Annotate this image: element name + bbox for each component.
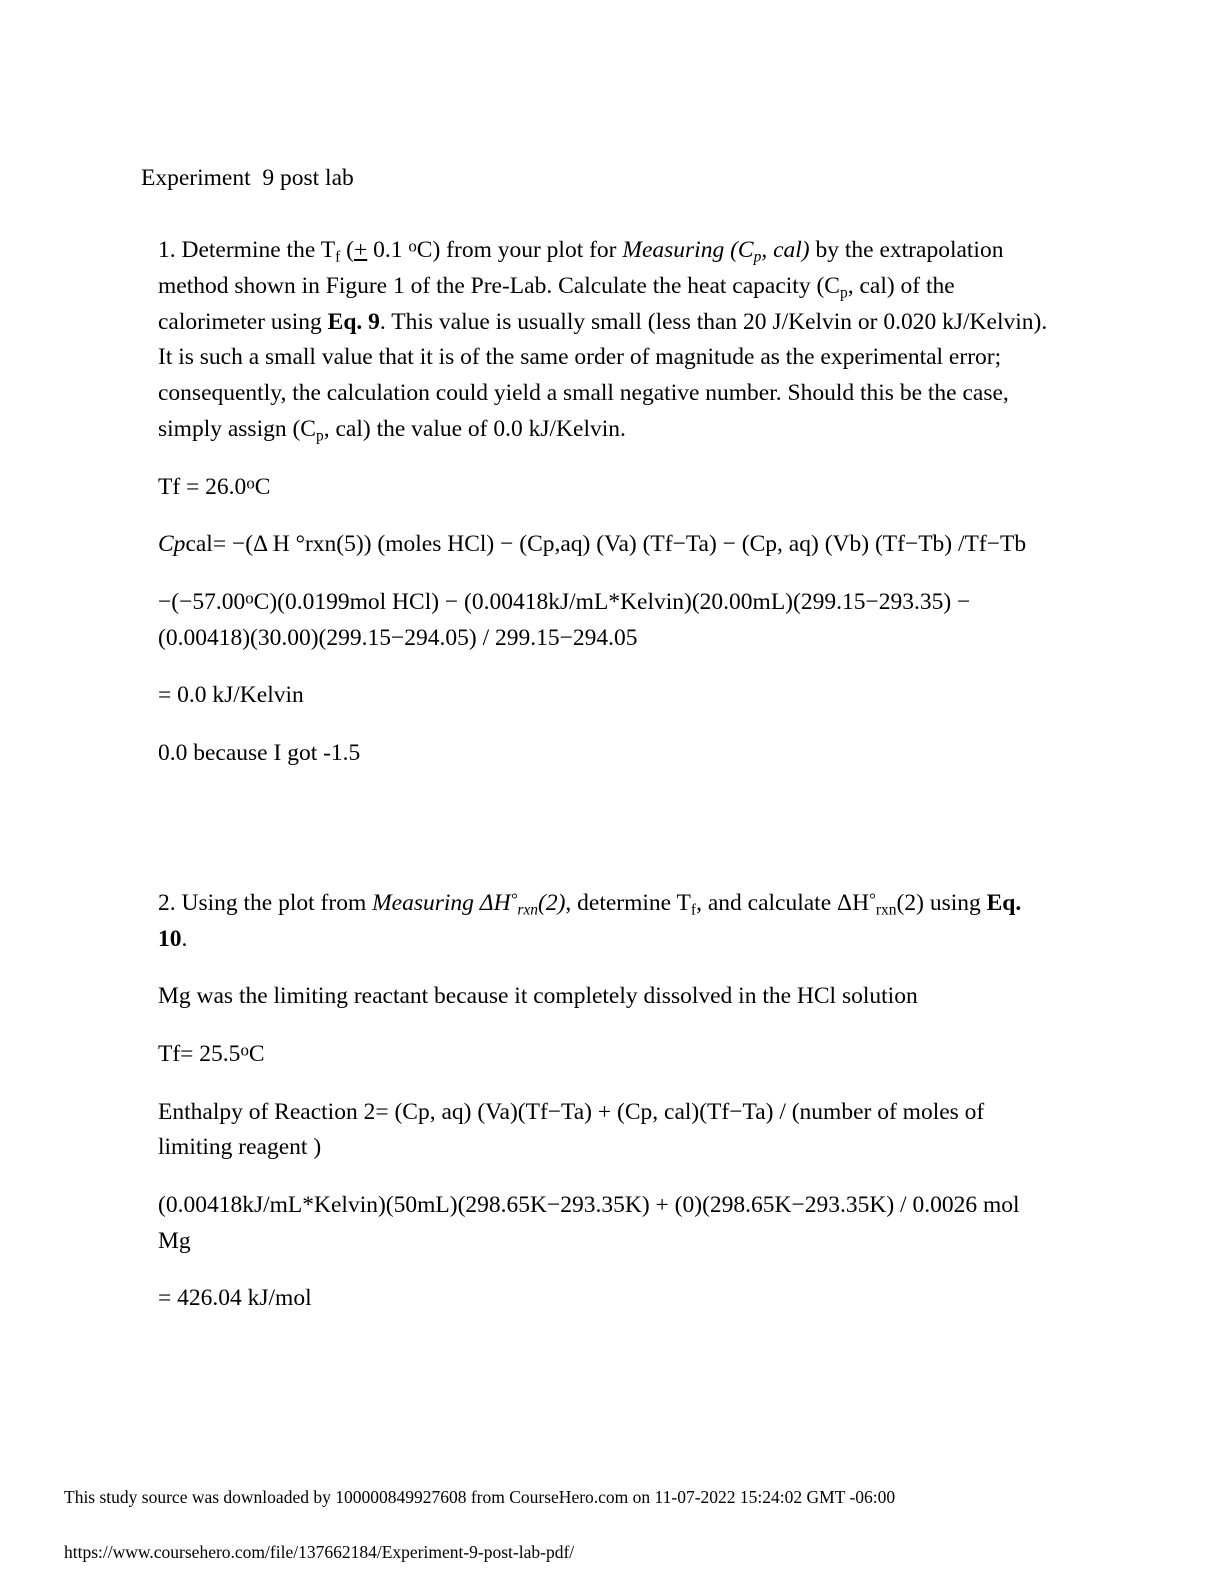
q2-upright-degree-symbol: ° xyxy=(869,889,876,909)
section-spacer xyxy=(158,794,1053,886)
q1-bold-eq9: Eq. 9 xyxy=(327,308,380,335)
q1-italic-phrase-1: Measuring (C xyxy=(622,237,754,264)
q1-text-mid: , cal) of the calorimeter using xyxy=(158,273,955,335)
answer2-tf-degree-symbol: o xyxy=(240,1040,249,1060)
answer1-substitution-rest: C)(0.0199mol HCl) − (0.00418kJ/mL*Kelvin)(20.00mL)(299.15−293.35) − (0.00418)(30.00)(299.15−294.05) / 299.15−294.05 xyxy=(158,589,971,651)
q2-upright-rxn-subscript: rxn xyxy=(875,901,897,919)
q1-tolerance: 0.1 xyxy=(367,237,409,264)
q1-italic-cp-subscript: p xyxy=(753,249,762,267)
answer2-tf-unit: C xyxy=(248,1040,265,1067)
q2-italic-measuring xyxy=(372,889,566,919)
q1-open-paren: ( xyxy=(340,237,354,264)
answer1-substitution-lead: −(−57.00 xyxy=(158,589,246,615)
q2-text-before: Using the plot from xyxy=(175,889,373,916)
answer1-cp-italic: Cp xyxy=(158,531,186,558)
q2-italic-rxn-subscript: rxn xyxy=(517,901,538,919)
q1-celsius: C) from your plot for xyxy=(416,237,623,264)
q2-italic-dh: Measuring ΔH xyxy=(372,889,511,916)
q2-italic-degree-symbol: ° xyxy=(510,889,518,909)
q1-tf-subscript: f xyxy=(335,249,341,267)
answer1-cpcal-formula xyxy=(158,527,1053,563)
answer1-note-line: 0.0 because I got -1.5 xyxy=(158,740,361,767)
answer2-tf-value: Tf= 25.5 xyxy=(158,1040,241,1067)
answer1-tf-line xyxy=(158,470,1053,506)
q2-upright-paren: (2) using xyxy=(896,889,987,916)
q2-italic-paren: (2) xyxy=(538,889,566,916)
q1-italic-phrase-2: , cal) xyxy=(761,237,810,264)
q1-text-tail-2: , cal) the value of 0.0 kJ/Kelvin. xyxy=(323,415,626,442)
q1-cp-subscript: p xyxy=(839,284,848,302)
answer2-substitution-line: (0.00418kJ/mL*Kelvin)(50mL)(298.65K−293.35K) + (0)(298.65K−293.35K) / 0.0026 mol Mg xyxy=(158,1192,1020,1254)
page-title: Experiment 9 post lab xyxy=(141,165,354,191)
q1-degree-symbol: o xyxy=(408,236,417,256)
q1-text-tail-1: . This value is usually small (less than 20 J/Kelvin or 0.020 kJ/Kelvin). It is such a small value that it is of the same order of magnitude as the experimental error; consequently, the calculation could yield a small negative number. Should this be the case, simply assign (C xyxy=(158,308,1048,442)
answer1-cp-formula-rest: cal= −(Δ H xyxy=(185,531,296,558)
q1-text-after-italic: by the extrapolation method shown in Figure 1 of the Pre-Lab. Calculate the heat capacity (C xyxy=(158,237,1004,300)
q1-text-lead: Determine the T xyxy=(175,237,336,264)
answer2-enthalpy-formula: Enthalpy of Reaction 2= (Cp, aq) (Va)(Tf−Ta) + (Cp, cal)(Tf−Ta) / (number of moles of limiting reagent ) xyxy=(158,1098,985,1161)
answer1-substitution-line xyxy=(158,585,1053,656)
answer1-cp-formula-tail: rxn(5)) (moles HCl) − (Cp,aq) (Va) (Tf−Ta) − (Cp, aq) (Vb) (Tf−Tb) /Tf−Tb xyxy=(304,531,1027,558)
q2-bold-eq10: Eq. 10 xyxy=(158,889,1022,952)
answer1-substitution-degree-symbol: o xyxy=(245,588,254,608)
question-1-paragraph xyxy=(158,233,1053,447)
q2-text-mid-1: , determine T xyxy=(565,889,691,916)
answer1-result-line: = 0.0 kJ/Kelvin xyxy=(158,682,304,709)
document-body xyxy=(141,164,1053,1339)
q2-text-mid-2: , and calculate ΔH xyxy=(696,889,870,916)
q1-italic-measuring xyxy=(622,237,810,267)
q1-number: 1. xyxy=(158,237,176,264)
q2-number: 2. xyxy=(158,889,176,916)
answer1-tf-unit: C xyxy=(254,473,271,500)
q2-text-end: . xyxy=(181,925,188,952)
answer2-limiting-reactant: Mg was the limiting reactant because it completely dissolved in the HCl solution xyxy=(158,983,918,1010)
answer1-cp-degree-symbol: ° xyxy=(295,531,305,558)
answer1-tf-value: Tf = 26.0 xyxy=(158,473,247,500)
answer2-result-line: = 426.04 kJ/mol xyxy=(158,1285,312,1312)
q1-plus-minus: + xyxy=(353,237,368,264)
answer1-tf-degree-symbol: o xyxy=(246,472,255,492)
download-attribution: This study source was downloaded by 100000849927608 from CourseHero.com on 11-07-2022 15:24:02 GMT -06:00 xyxy=(64,1487,896,1507)
q1-cp-subscript-2: p xyxy=(315,427,324,445)
answer2-tf-line xyxy=(158,1037,1053,1073)
source-url[interactable]: https://www.coursehero.com/file/137662184/Experiment-9-post-lab-pdf/ xyxy=(64,1542,575,1562)
q2-tf-subscript: f xyxy=(690,901,697,919)
question-2-paragraph xyxy=(158,886,1053,957)
